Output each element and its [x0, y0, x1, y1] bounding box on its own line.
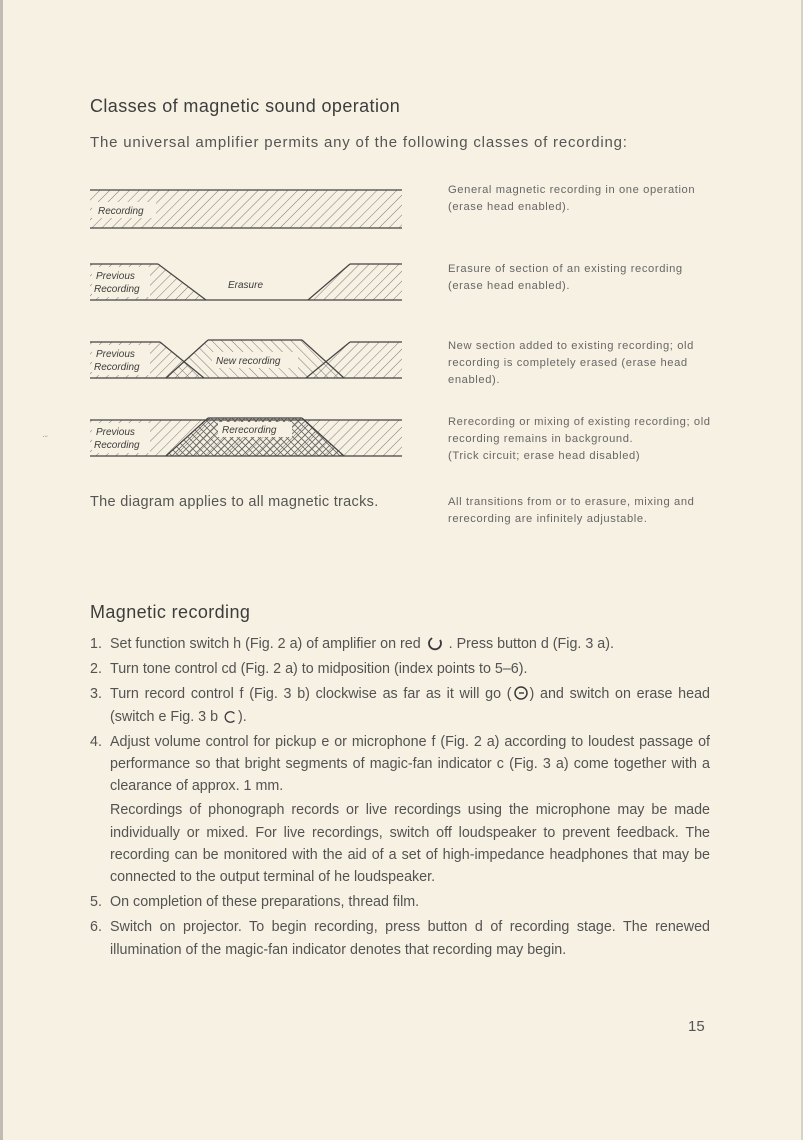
- list-item: 4. Adjust volume control for pickup e or microphone f (Fig. 2 a) according to loudest passage of performance so that bright segments of magic-fan indicator c (Fig. 3 a) come together with a clearance of approx. 1 mm. Recordings of phonograph records or live recordings using the microphone may be made individually or mixed. For live recordings, switch off loudspeaker to prevent feedback. The recording can be monitored with the aid of a set of high-impedance headphones that may be connected to the output terminal of he loudspeaker.: [90, 733, 710, 886]
- steps-list: [90, 633, 710, 964]
- record-circle-icon: [427, 635, 443, 651]
- list-item: 5. On completion of these preparations, thread film.: [90, 894, 420, 911]
- diagram-label: Previous: [96, 349, 135, 360]
- diagram-label: Recording: [94, 284, 140, 295]
- section-heading: Classes of magnetic sound operation: [90, 96, 401, 116]
- diagram-label: Recording: [94, 362, 140, 373]
- intro-text: The universal amplifier permits any of the following classes of recording:: [90, 134, 628, 151]
- erase-circle-icon: [223, 710, 237, 724]
- list-item: 6. Switch on projector. To begin recording, press button d of recording stage. The renewed illumination of the magic-fan indicator denotes that recording may begin.: [90, 919, 710, 958]
- diagram-label: Previous: [96, 271, 135, 282]
- diagram-recording: [88, 182, 406, 230]
- diagram-label: Recording: [98, 206, 144, 217]
- transition-note: All transitions from or to erasure, mixing and rerecording are infinitely adjustable.: [448, 496, 695, 526]
- diagram-rerecording: [88, 414, 406, 462]
- diagram-erasure: [88, 258, 406, 306]
- diagram-label: Rerecording: [222, 425, 277, 436]
- diagram-description: Erasure of section of an existing recording (erase head enabled).: [448, 263, 683, 293]
- page-speck: ·ᵕ: [42, 432, 48, 441]
- diagram-label: Recording: [94, 440, 140, 451]
- diagram-label: New recording: [216, 356, 281, 367]
- page-edge-shadow: [0, 0, 3, 1140]
- diagram-description: New section added to existing recording; old recording is completely erased (erase head enabled).: [448, 340, 694, 387]
- list-item: 3. Turn record control f (Fig. 3 b) clockwise as far as it will go ( ) and switch on erase head (switch e Fig. 3 b ).: [90, 686, 710, 725]
- diagram-label: Erasure: [228, 280, 264, 291]
- diagram-description: General magnetic recording in one operation (erase head enabled).: [448, 184, 696, 214]
- diagram-new-recording: [88, 336, 406, 384]
- section-heading-2: Magnetic recording: [90, 602, 251, 622]
- list-item: 1. Set function switch h (Fig. 2 a) of amplifier on red . Press button d (Fig. 3 a).: [90, 636, 614, 652]
- diagram-label: Previous: [96, 427, 135, 438]
- diagram-caption: The diagram applies to all magnetic tracks.: [90, 494, 379, 510]
- diagram-description: Rerecording or mixing of existing recording; old recording remains in background. (Trick circuit; erase head disabled): [448, 416, 711, 463]
- page-number: 15: [688, 1018, 705, 1035]
- clockwise-circle-icon: [513, 685, 529, 701]
- list-item: 2. Turn tone control cd (Fig. 2 a) to midposition (index points to 5–6).: [90, 661, 528, 678]
